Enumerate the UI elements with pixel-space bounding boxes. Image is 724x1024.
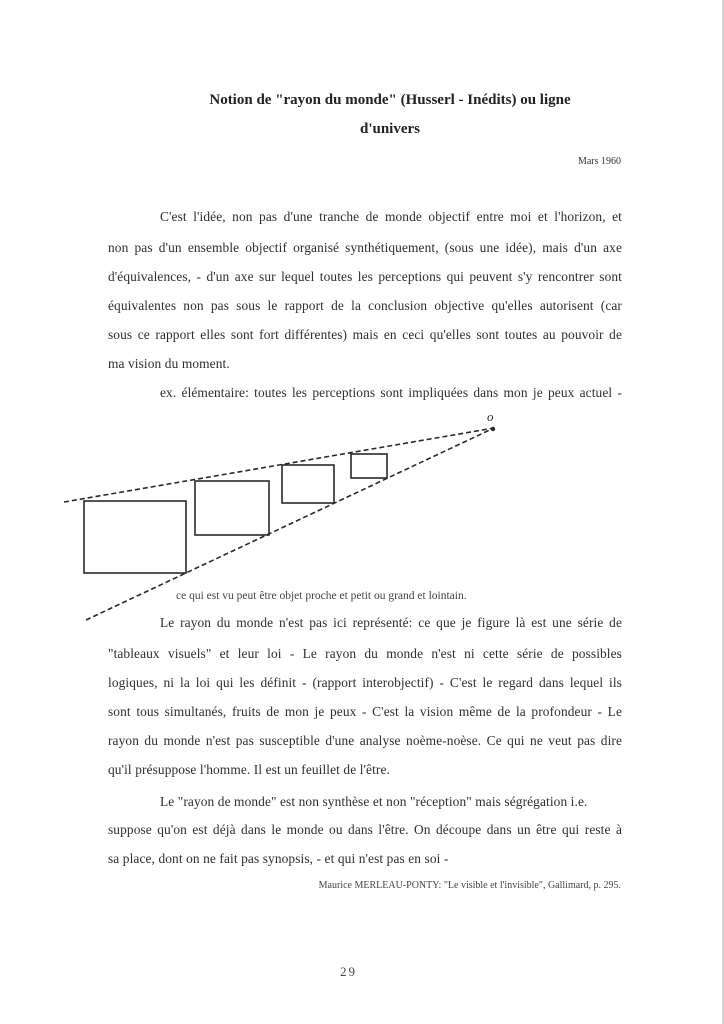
para2-line-4: sont tous simultanés, fruits de mon je peux - C'est la vision même de la profondeur - Le: [108, 704, 622, 719]
para3-line-2: suppose qu'on est déjà dans le monde ou dans l'être. On découpe dans un être qui reste à: [108, 822, 622, 837]
para1-line-6: ma vision du moment.: [108, 356, 230, 371]
para2-line-6: qu'il présuppose l'homme. Il est un feuillet de l'être.: [108, 762, 390, 777]
para1-line-4: équivalentes non pas sous le rapport de la conclusion objective qu'elles autorisent (car: [108, 298, 622, 313]
visual-frame-1: [84, 501, 186, 573]
visual-frame-3: [282, 465, 334, 503]
para2-line-2: "tableaux visuels" et leur loi - Le rayon du monde n'est ni cette série de possibles: [108, 646, 622, 661]
eye-label: o: [487, 409, 494, 424]
para1-line-2: non pas d'un ensemble objectif organisé synthétiquement, (sous une idée), mais d'un axe: [108, 240, 622, 255]
diagram-caption: ce qui est vu peut être objet proche et petit ou grand et lointain.: [176, 590, 467, 602]
upper-sight-line: [64, 428, 494, 502]
title-line-1: Notion de "rayon du monde" (Husserl - Inédits) ou ligne: [209, 92, 571, 108]
para2-line-1: Le rayon du monde n'est pas ici représenté: ce que je figure là est une série de: [160, 615, 622, 630]
title-line-2: d'univers: [359, 121, 420, 137]
visual-frame-4: [351, 454, 387, 478]
para1-line-1: C'est l'idée, non pas d'une tranche de monde objectif entre moi et l'horizon, et: [160, 209, 622, 224]
visual-frame-2: [195, 481, 269, 535]
example-line: ex. élémentaire: toutes les perceptions sont impliquées dans mon je peux actuel -: [160, 385, 622, 400]
para1-line-3: d'équivalences, - d'un axe sur lequel toutes les perceptions qui peuvent s'y rencontrer sont: [108, 269, 622, 284]
para1-line-5: sous ce rapport elles sont fort différentes) mais en ceci qu'elles sont toutes au pouvoir de: [108, 327, 622, 342]
citation: Maurice MERLEAU-PONTY: "Le visible et l'invisible", Gallimard, p. 295.: [318, 880, 621, 891]
page-number: 29: [340, 964, 357, 979]
para2-line-5: rayon du monde n'est pas susceptible d'une analyse noème-noèse. Ce qui ne veut pas dire: [108, 733, 622, 748]
eye-point: [491, 427, 495, 431]
para3-line-3: sa place, dont on ne fait pas synopsis, - et qui n'est pas en soi -: [108, 851, 449, 866]
para2-line-3: logiques, ni la loi qui les définit - (rapport interobjectif) - C'est le regard dans lequel ils: [108, 675, 622, 690]
para3-line-1: Le "rayon de monde" est non synthèse et non "réception" mais ségrégation i.e.: [160, 794, 588, 809]
date: Mars 1960: [577, 156, 621, 167]
